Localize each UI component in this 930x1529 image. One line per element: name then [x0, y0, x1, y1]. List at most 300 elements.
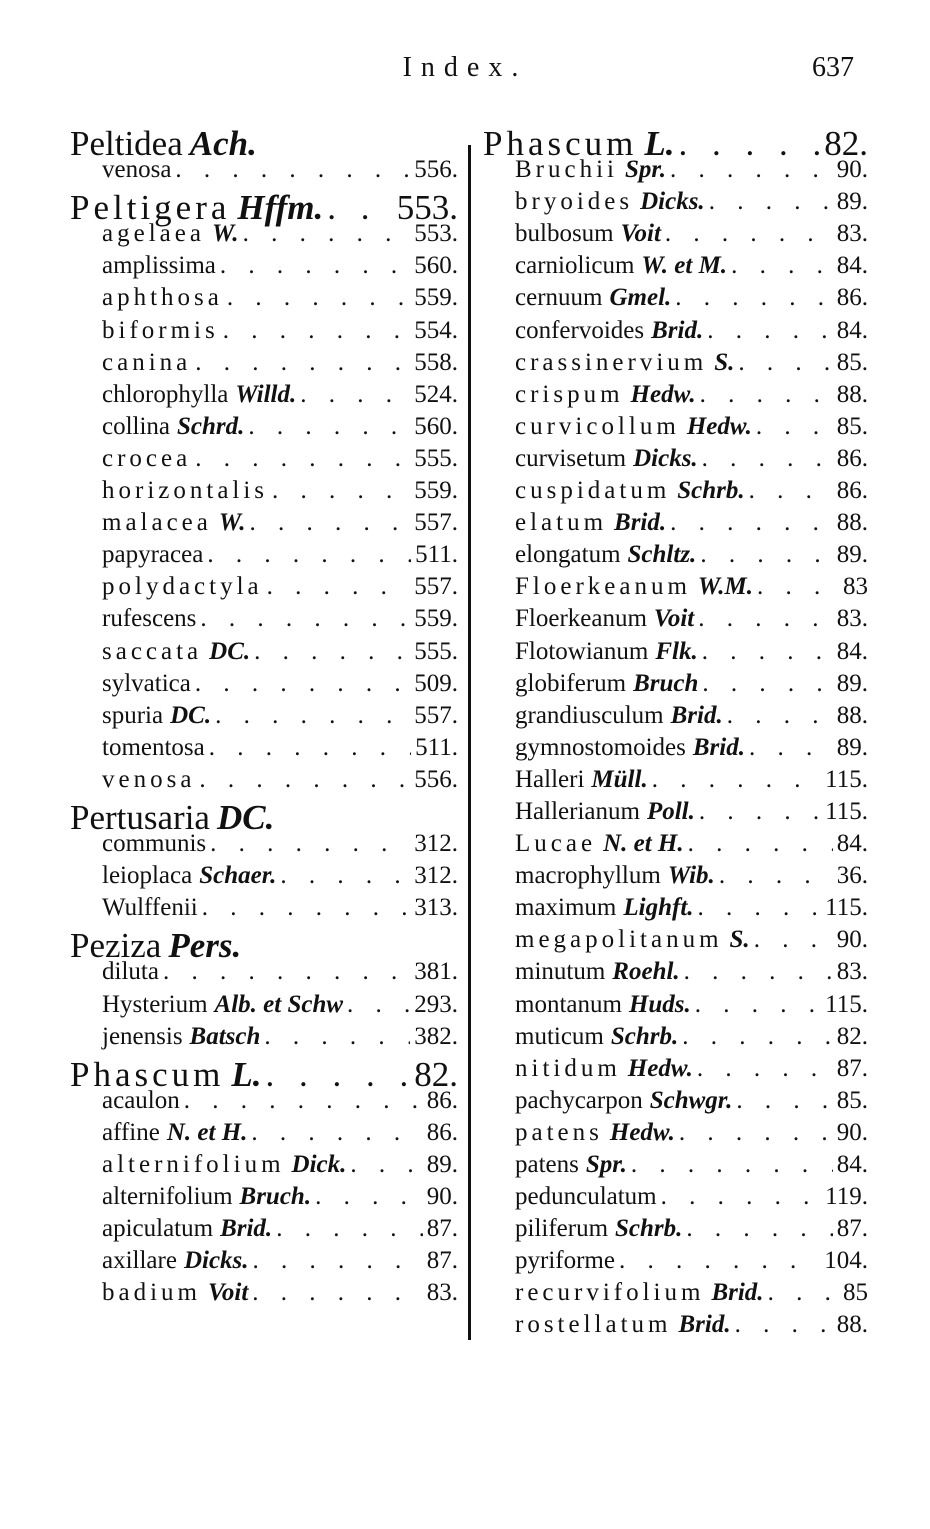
entry-name: biformis: [102, 316, 219, 344]
entry-name: bulbosum: [515, 220, 614, 248]
entry-page-number: 86.: [426, 1118, 458, 1146]
entry-author: Gmel.: [609, 284, 672, 312]
index-species-entry: [483, 734, 868, 766]
entry-page-number: 87.: [836, 1215, 868, 1243]
entry-page-number: 559.: [414, 477, 458, 505]
index-species-entry: [483, 1311, 868, 1343]
index-species-entry: [483, 1055, 868, 1087]
index-species-entry: [70, 349, 458, 381]
index-species-entry: [483, 252, 868, 284]
entry-page-number: 84.: [836, 830, 868, 858]
entry-author: Ach.: [189, 124, 257, 163]
entry-name: curvisetum: [515, 444, 627, 472]
index-species-entry: [483, 349, 868, 381]
entry-author: Flk.: [655, 637, 698, 665]
entry-page-number: 83.: [426, 1279, 458, 1307]
entry-name: alternifolium: [102, 1151, 285, 1178]
entry-page-number: 555.: [414, 637, 458, 665]
index-species-entry: [483, 830, 868, 862]
entry-author: DC.: [216, 797, 275, 837]
entry-author: Poll.: [646, 797, 695, 825]
entry-page-number: 556.: [414, 156, 458, 184]
entry-name: badium: [102, 1279, 201, 1307]
leader-dots: [248, 413, 410, 441]
index-species-entry: [70, 766, 458, 798]
entry-page-number: 83.: [836, 605, 868, 633]
entry-name: montanum: [515, 990, 622, 1018]
index-species-entry: [70, 830, 458, 862]
index-species-entry: [483, 1279, 868, 1311]
entry-author: Hedw.: [609, 1118, 675, 1146]
entry-author: Hffm.: [237, 188, 324, 228]
entry-name: Hysterium: [102, 990, 208, 1018]
entry-author: Alb. et Schw: [214, 990, 344, 1018]
entry-page-number: 90.: [426, 1183, 458, 1211]
index-species-entry: [483, 1215, 868, 1247]
leader-dots: [209, 734, 411, 762]
entry-author: N. et H.: [603, 830, 684, 858]
entry-name: macrophyllum: [515, 862, 661, 890]
index-species-entry: [70, 156, 458, 188]
entry-name: amplissima: [102, 252, 216, 280]
entry-name: cuspidatum: [515, 477, 671, 505]
entry-author: Brid.: [220, 1215, 273, 1243]
entry-author: W. et M.: [641, 252, 728, 280]
entry-page-number: 89.: [836, 733, 868, 761]
leader-dots: [698, 894, 822, 922]
entry-author: Hedw.: [686, 412, 752, 440]
entry-page-number: 557.: [414, 573, 458, 601]
entry-name: collina: [102, 412, 171, 440]
leader-dots: [697, 1055, 833, 1083]
index-species-entry: [483, 926, 868, 958]
entry-page-number: 82.: [824, 124, 868, 163]
leader-dots: [684, 958, 833, 986]
leader-dots: [665, 220, 833, 248]
leader-dots: [736, 1087, 832, 1115]
entry-page-number: 84.: [836, 637, 868, 665]
leader-dots: [652, 766, 821, 794]
entry-name: polydactyla: [102, 573, 263, 601]
entry-name: rostellatum: [515, 1311, 672, 1339]
entry-name: sylvatica: [102, 669, 191, 697]
entry-page-number: 36.: [836, 862, 868, 890]
entry-author: Bruch: [633, 669, 699, 697]
index-species-entry: [70, 958, 458, 990]
entry-name: tomentosa: [102, 733, 205, 761]
leader-dots: [250, 509, 411, 537]
index-species-entry: [70, 894, 458, 926]
index-genus-entry: [70, 124, 458, 163]
leader-dots: [215, 702, 410, 730]
entry-author: Pers.: [168, 926, 242, 966]
leader-dots: [695, 991, 821, 1019]
index-species-entry: [70, 1119, 458, 1151]
leader-dots: [702, 445, 833, 473]
leader-dots: [719, 862, 833, 890]
entry-name: venosa: [102, 156, 172, 184]
leader-dots: [264, 1023, 410, 1051]
entry-page-number: 553.: [414, 220, 458, 248]
leader-dots: [754, 926, 833, 954]
index-column-left: [70, 124, 458, 1311]
index-species-entry: [483, 958, 868, 990]
entry-page-number: 86.: [836, 444, 868, 472]
index-species-entry: [70, 1151, 458, 1183]
entry-author: Schrd.: [177, 412, 245, 440]
entry-page-number: 556.: [414, 765, 458, 793]
leader-dots: [163, 958, 410, 986]
leader-dots: [699, 798, 821, 826]
entry-page-number: 87.: [426, 1215, 458, 1243]
index-species-entry: [483, 894, 868, 926]
entry-page-number: 313.: [414, 894, 458, 922]
leader-dots: [315, 1183, 423, 1211]
leader-dots: [682, 1023, 832, 1051]
entry-author: Brid.: [670, 701, 723, 729]
entry-page-number: 557.: [414, 509, 458, 537]
entry-page-number: 115.: [825, 894, 868, 922]
index-species-entry: [70, 1215, 458, 1247]
index-genus-entry: [70, 926, 458, 966]
leader-dots: [207, 541, 411, 569]
entry-page-number: 90.: [836, 926, 868, 954]
entry-page-number: 553.: [396, 188, 458, 228]
index-species-entry: [483, 445, 868, 477]
index-species-entry: [483, 605, 868, 637]
entry-page-number: 88.: [836, 701, 868, 729]
leader-dots: [300, 381, 410, 409]
entry-author: Batsch: [189, 1022, 261, 1050]
entry-page-number: 560.: [414, 412, 458, 440]
entry-author: Schrb.: [677, 477, 745, 505]
entry-page-number: 86.: [836, 284, 868, 312]
entry-page-number: 511.: [415, 541, 458, 569]
leader-dots: [749, 734, 833, 762]
entry-page-number: 119.: [825, 1183, 868, 1211]
entry-author: N. et H.: [166, 1118, 248, 1146]
entry-author: Schltz.: [627, 541, 697, 569]
index-genus-entry: [70, 188, 458, 228]
leader-dots: [280, 862, 410, 890]
entry-page-number: 89.: [426, 1151, 458, 1178]
entry-author: Schaer.: [199, 862, 277, 890]
leader-dots: [251, 1119, 422, 1147]
entry-author: Voit: [208, 1279, 249, 1307]
entry-page-number: 557.: [414, 701, 458, 729]
entry-author: Huds.: [628, 990, 691, 1018]
entry-author: Schrb.: [615, 1215, 683, 1243]
index-species-entry: [70, 381, 458, 413]
index-species-entry: [70, 734, 458, 766]
entry-name: communis: [102, 830, 207, 858]
entry-name: saccata: [102, 637, 203, 665]
entry-name: leioplaca: [102, 862, 193, 890]
leader-dots: [631, 1151, 833, 1179]
entry-page-number: 381.: [414, 958, 458, 986]
leader-dots: [756, 413, 833, 441]
entry-author: S.: [714, 348, 735, 376]
entry-name: grandiusculum: [515, 701, 664, 729]
leader-dots: [709, 188, 833, 216]
index-species-entry: [70, 1087, 458, 1119]
leader-dots: [195, 445, 410, 473]
entry-author: W.: [218, 509, 246, 537]
entry-page-number: 89.: [836, 669, 868, 697]
entry-name: Halleri: [515, 765, 585, 793]
entry-name: bryoides: [515, 188, 634, 216]
entry-page-number: 88.: [836, 1311, 868, 1339]
entry-author: Brid.: [614, 509, 667, 537]
entry-name: jenensis: [102, 1022, 183, 1050]
entry-page-number: 115.: [825, 797, 868, 825]
index-species-entry: [483, 541, 868, 573]
leader-dots: [195, 670, 410, 698]
entry-name: Flotowianum: [515, 637, 649, 665]
entry-author: W.M.: [697, 573, 754, 601]
index-species-entry: [70, 1247, 458, 1279]
entry-name: Wulffenii: [102, 894, 198, 922]
entry-author: Wib.: [667, 862, 715, 890]
index-species-entry: [483, 670, 868, 702]
entry-page-number: 88.: [836, 380, 868, 408]
leader-dots: [686, 1215, 832, 1243]
entry-author: Müll.: [591, 765, 648, 793]
entry-author: Lighft.: [623, 894, 694, 922]
entry-page-number: 83.: [836, 220, 868, 248]
index-species-entry: [70, 862, 458, 894]
index-species-entry: [70, 1279, 458, 1311]
entry-name: elatum: [515, 509, 608, 537]
leader-dots: [735, 1311, 833, 1339]
index-species-entry: [483, 1119, 868, 1151]
leader-dots: [702, 670, 832, 698]
index-species-entry: [483, 862, 868, 894]
leader-dots: [350, 1151, 422, 1179]
entry-page-number: 89.: [836, 541, 868, 569]
entry-page-number: 87.: [836, 1054, 868, 1082]
entry-page-number: 555.: [414, 444, 458, 472]
entry-author: W.: [211, 220, 239, 248]
entry-name: confervoides: [515, 316, 645, 344]
entry-page-number: 82.: [836, 1022, 868, 1050]
entry-author: Brid.: [692, 733, 745, 761]
entry-name: Floerkeanum: [515, 605, 647, 633]
leader-dots: [199, 766, 410, 794]
entry-name: crispum: [515, 380, 624, 408]
index-species-entry: [483, 477, 868, 509]
index-species-entry: [483, 702, 868, 734]
entry-name: affine: [102, 1118, 160, 1146]
leader-dots: [670, 156, 833, 184]
leader-dots: [253, 1247, 423, 1275]
index-species-entry: [70, 477, 458, 509]
entry-page-number: 524.: [414, 380, 458, 408]
entry-page-number: 115.: [825, 990, 868, 1018]
entry-page-number: 85.: [836, 412, 868, 440]
leader-dots: [276, 1215, 423, 1243]
leader-dots: [210, 830, 410, 858]
leader-dots: [252, 1279, 422, 1307]
entry-author: Hedw.: [627, 1054, 693, 1082]
entry-name: Peziza: [70, 926, 162, 966]
entry-page-number: 84.: [836, 252, 868, 280]
page-number: 637: [812, 52, 854, 83]
entry-name: patens: [515, 1151, 579, 1178]
entry-author: Bruch.: [239, 1183, 312, 1211]
entry-author: Spr.: [625, 156, 667, 184]
index-species-entry: [483, 1087, 868, 1119]
entry-author: Brid.: [711, 1279, 764, 1307]
index-species-entry: [483, 1183, 868, 1215]
entry-author: Brid.: [678, 1311, 731, 1339]
entry-name: Pertusaria: [70, 797, 210, 837]
leader-dots: [700, 381, 833, 409]
entry-author: Hedw.: [630, 380, 696, 408]
index-species-entry: [70, 284, 458, 316]
entry-page-number: 293.: [414, 990, 458, 1018]
entry-name: cernuum: [515, 284, 603, 312]
entry-page-number: 509.: [414, 669, 458, 697]
entry-name: curvicollum: [515, 412, 680, 440]
entry-author: Schwgr.: [649, 1086, 733, 1114]
entry-name: megapolitanum: [515, 926, 723, 954]
running-header-title: Index.: [402, 52, 528, 83]
index-species-entry: [70, 445, 458, 477]
entry-author: Roehl.: [612, 958, 680, 986]
index-species-entry: [483, 766, 868, 798]
entry-name: horizontalis: [102, 477, 269, 505]
entry-page-number: 83.: [836, 958, 868, 986]
index-species-entry: [483, 381, 868, 413]
index-species-entry: [483, 317, 868, 349]
entry-page-number: 87.: [426, 1247, 458, 1275]
entry-page-number: 85.: [836, 1086, 868, 1114]
leader-dots: [254, 638, 410, 666]
leader-dots: [661, 1183, 822, 1211]
entry-name: venosa: [102, 765, 196, 793]
entry-author: Brid.: [651, 316, 704, 344]
index-species-entry: [483, 1023, 868, 1055]
entry-name: agelaea: [102, 220, 205, 248]
entry-name: Phascum: [483, 124, 638, 163]
entry-page-number: 559.: [414, 284, 458, 312]
entry-page-number: 84.: [836, 316, 868, 344]
entry-name: muticum: [515, 1022, 604, 1050]
index-species-entry: [70, 317, 458, 349]
entry-name: recurvifolium: [515, 1279, 705, 1307]
entry-page-number: 84.: [836, 1151, 868, 1178]
index-species-entry: [483, 638, 868, 670]
entry-name: rufescens: [102, 605, 197, 633]
index-species-entry: [70, 1023, 458, 1055]
leader-dots: [184, 1087, 423, 1115]
entry-name: acaulon: [102, 1086, 180, 1114]
entry-name: gymnostomoides: [515, 733, 686, 761]
entry-name: carniolicum: [515, 252, 635, 280]
index-species-entry: [70, 509, 458, 541]
entry-name: Lucae: [515, 830, 597, 858]
entry-page-number: 83: [843, 573, 868, 601]
leader-dots: [698, 605, 833, 633]
entry-name: piliferum: [515, 1215, 609, 1243]
entry-name: aphthosa: [102, 284, 223, 312]
leader-dots: [272, 477, 410, 505]
entry-author: Voit: [653, 605, 695, 633]
entry-name: papyracea: [102, 541, 204, 569]
entry-name: Peltigera: [70, 188, 231, 228]
leader-dots: [749, 477, 833, 505]
entry-page-number: 312.: [414, 830, 458, 858]
index-species-entry: [483, 1151, 868, 1183]
leader-dots: [619, 1247, 820, 1275]
entry-author: S.: [729, 926, 750, 954]
entry-author: Dick.: [291, 1151, 347, 1178]
leader-dots: [267, 573, 411, 601]
index-species-entry: [70, 991, 458, 1023]
index-species-entry: [70, 638, 458, 670]
entry-name: apiculatum: [102, 1215, 214, 1243]
leader-dots: [707, 317, 833, 345]
entry-name: maximum: [515, 894, 617, 922]
entry-author: Spr.: [585, 1151, 627, 1178]
entry-page-number: 88.: [836, 509, 868, 537]
entry-author: Dicks.: [183, 1247, 249, 1275]
entry-name: canina: [102, 348, 192, 376]
index-species-entry: [70, 1183, 458, 1215]
entry-name: globiferum: [515, 669, 627, 697]
entry-author: Schrb.: [610, 1022, 679, 1050]
index-species-entry: [70, 220, 458, 252]
leader-dots: [768, 1279, 839, 1307]
index-species-entry: [70, 541, 458, 573]
index-species-entry: [483, 188, 868, 220]
leader-dots: [243, 220, 411, 248]
leader-dots: [195, 349, 410, 377]
index-species-entry: [70, 670, 458, 702]
index-species-entry: [483, 991, 868, 1023]
leader-dots: [220, 252, 410, 280]
entry-name: Floerkeanum: [515, 573, 691, 601]
leader-dots: [227, 284, 410, 312]
index-species-entry: [483, 798, 868, 830]
entry-page-number: 89.: [836, 188, 868, 216]
index-species-entry: [483, 284, 868, 316]
entry-author: L.: [231, 1054, 262, 1094]
entry-name: minutum: [515, 958, 606, 986]
entry-name: spuria: [102, 701, 164, 729]
entry-page-number: 82.: [414, 1054, 458, 1094]
entry-page-number: 312.: [414, 862, 458, 890]
index-species-entry: [70, 413, 458, 445]
entry-name: pedunculatum: [515, 1183, 657, 1211]
entry-name: crassinervium: [515, 348, 708, 376]
entry-page-number: 559.: [414, 605, 458, 633]
entry-page-number: 90.: [836, 1118, 868, 1146]
entry-author: Dicks.: [633, 444, 698, 472]
index-species-entry: [70, 702, 458, 734]
entry-page-number: 90.: [836, 156, 868, 184]
entry-name: alternifolium: [102, 1183, 233, 1211]
entry-author: Voit: [620, 220, 661, 248]
index-species-entry: [70, 573, 458, 605]
index-genus-entry: [70, 1054, 458, 1094]
entry-name: malacea: [102, 509, 212, 537]
index-species-entry: [483, 573, 868, 605]
leader-dots: [200, 605, 410, 633]
leader-dots: [727, 702, 833, 730]
index-species-entry: [483, 1247, 868, 1279]
